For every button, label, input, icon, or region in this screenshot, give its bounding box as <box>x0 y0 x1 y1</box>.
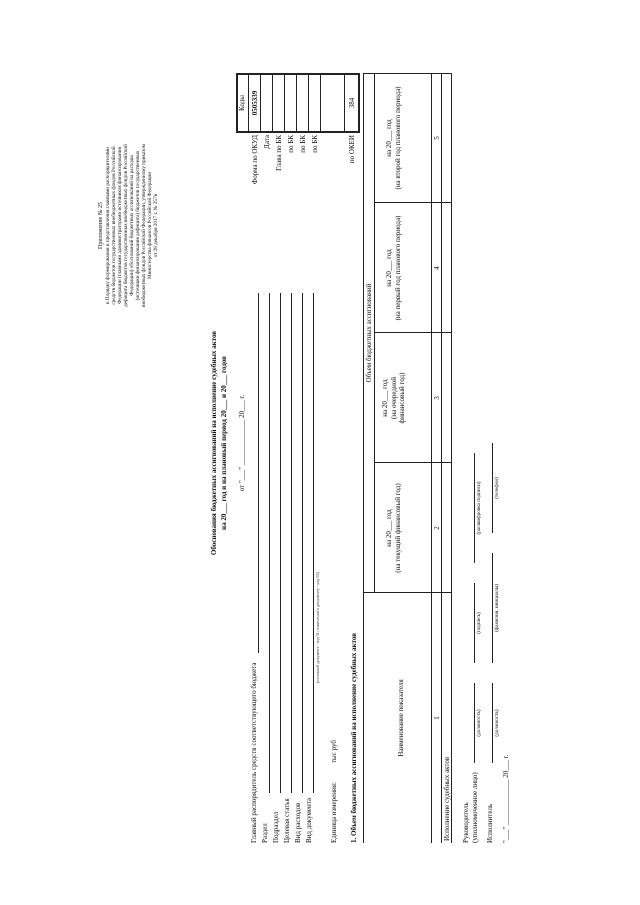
period-label: (на второй год планового периода) <box>393 86 402 190</box>
head-sublabel: (уполномоченное лицо) <box>471 772 479 843</box>
signatures-block <box>462 283 510 843</box>
form-date <box>238 243 247 643</box>
field-label-cs: Целевая статья <box>283 798 291 843</box>
executor-label: Исполнитель <box>486 803 494 843</box>
col-number: 4 <box>433 266 441 270</box>
date-prefix: от " <box>238 480 246 492</box>
executor-fio-caption: (фамилия, инициалы) <box>494 584 500 632</box>
period-col-3 <box>385 203 402 333</box>
appendix-line: внебюджетных фондов Российской Федерации, утвержденному приказом <box>141 144 147 307</box>
period-label: (на очередной финансовый год) <box>389 372 406 424</box>
row-label: Исполнение судебных актов <box>443 756 451 841</box>
form-title-period: на 20___ год и на плановый период 20___ и 20___ годов <box>220 356 228 530</box>
col-number: 2 <box>433 526 441 530</box>
appendix-line: Федерации (главными администраторами источников финансирования <box>117 147 123 304</box>
head-decoding-caption: (расшифровка подписи) <box>476 481 482 535</box>
appendix-line: дефицита бюджетов государственных внебюджетных фондов Российской <box>123 144 129 307</box>
col-number: 5 <box>433 136 441 140</box>
group-header: Объем бюджетных ассигнований <box>365 283 373 383</box>
rotated-form <box>90 73 510 843</box>
year-label: на 20___ год <box>385 509 393 547</box>
section1-title: 1. Объем бюджетных ассигнований на исполнение судебных актов <box>350 633 358 843</box>
code-value-okud: 0505339 <box>251 90 259 116</box>
col-number: 1 <box>433 716 441 720</box>
date-rest: " _____________ 20___ г. <box>238 394 246 470</box>
head-label: Руководитель <box>462 802 470 843</box>
doc-note: (основной документ - код 01; изменения к документу - код 02) <box>315 572 320 683</box>
signature-date: "___" _____________ 20___ г. <box>502 754 510 843</box>
units-label: Единица измерения: <box>330 782 338 843</box>
appendix-line: средств бюджетов государственных внебюджетных фондов Российской <box>111 146 117 305</box>
period-label: (на текущий финансовый год) <box>393 483 402 573</box>
executor-position-caption: (должность) <box>494 709 500 737</box>
field-label-vr: Вид расходов <box>294 802 302 843</box>
date-day-blank: ___ <box>238 469 246 481</box>
field-label-podrazdel: Подраздел <box>272 811 280 843</box>
code-value-okei: 384 <box>348 97 356 109</box>
period-label: (на первый год планового периода) <box>393 215 402 321</box>
appendix-line: (источники финансирования дефицита) бюджетов государственных <box>135 150 141 301</box>
period-col-2 <box>381 333 407 463</box>
code-label-date: Дата <box>263 135 271 149</box>
field-label-razdel: Раздел <box>261 823 269 843</box>
code-label-bk: по БК <box>311 135 319 153</box>
head-position-caption: (должность) <box>476 709 482 737</box>
col-number: 3 <box>433 396 441 400</box>
codes-header: Коды <box>238 95 246 111</box>
code-label-okei: по ОКЕИ <box>348 135 356 164</box>
executor-phone-caption: (телефон) <box>494 477 500 499</box>
year-label: на 20___ год <box>385 119 393 157</box>
field-label-vd: Вид документа <box>305 797 313 843</box>
code-label-bk: по БК <box>299 135 307 153</box>
appendix-line: Федерации) обоснований бюджетных ассигнований на расходы <box>129 155 135 296</box>
period-col-1 <box>385 463 402 593</box>
form-title: Обоснования бюджетных ассигнований на исполнение судебных актов <box>210 330 218 556</box>
year-label: на 20___ год <box>385 249 393 287</box>
code-label-glava: Глава по БК <box>275 135 283 171</box>
code-label-bk: по БК <box>287 135 295 153</box>
appendix-block <box>98 78 159 373</box>
appendix-line: от 28 декабря 2017 г. № 257н <box>153 193 159 258</box>
appendix-line: к Порядку формирования и представления главными распорядителями <box>105 147 111 304</box>
units-value: тыс руб <box>330 740 338 763</box>
appendix-line: Приложение № 25 <box>98 202 104 249</box>
code-label-okud: Форма по ОКУД <box>251 135 259 185</box>
field-label-gr: Главный распорядитель средств соответствующего бюджета <box>250 662 258 843</box>
period-col-4 <box>385 73 402 203</box>
head-signature-caption: (подпись) <box>476 612 482 634</box>
main-table <box>363 73 453 843</box>
appendix-line: Министерства финансов Российской Федерации <box>147 172 153 279</box>
year-label: на 20___ год <box>381 379 389 417</box>
col-name-header: Наименование показателя <box>397 679 405 757</box>
